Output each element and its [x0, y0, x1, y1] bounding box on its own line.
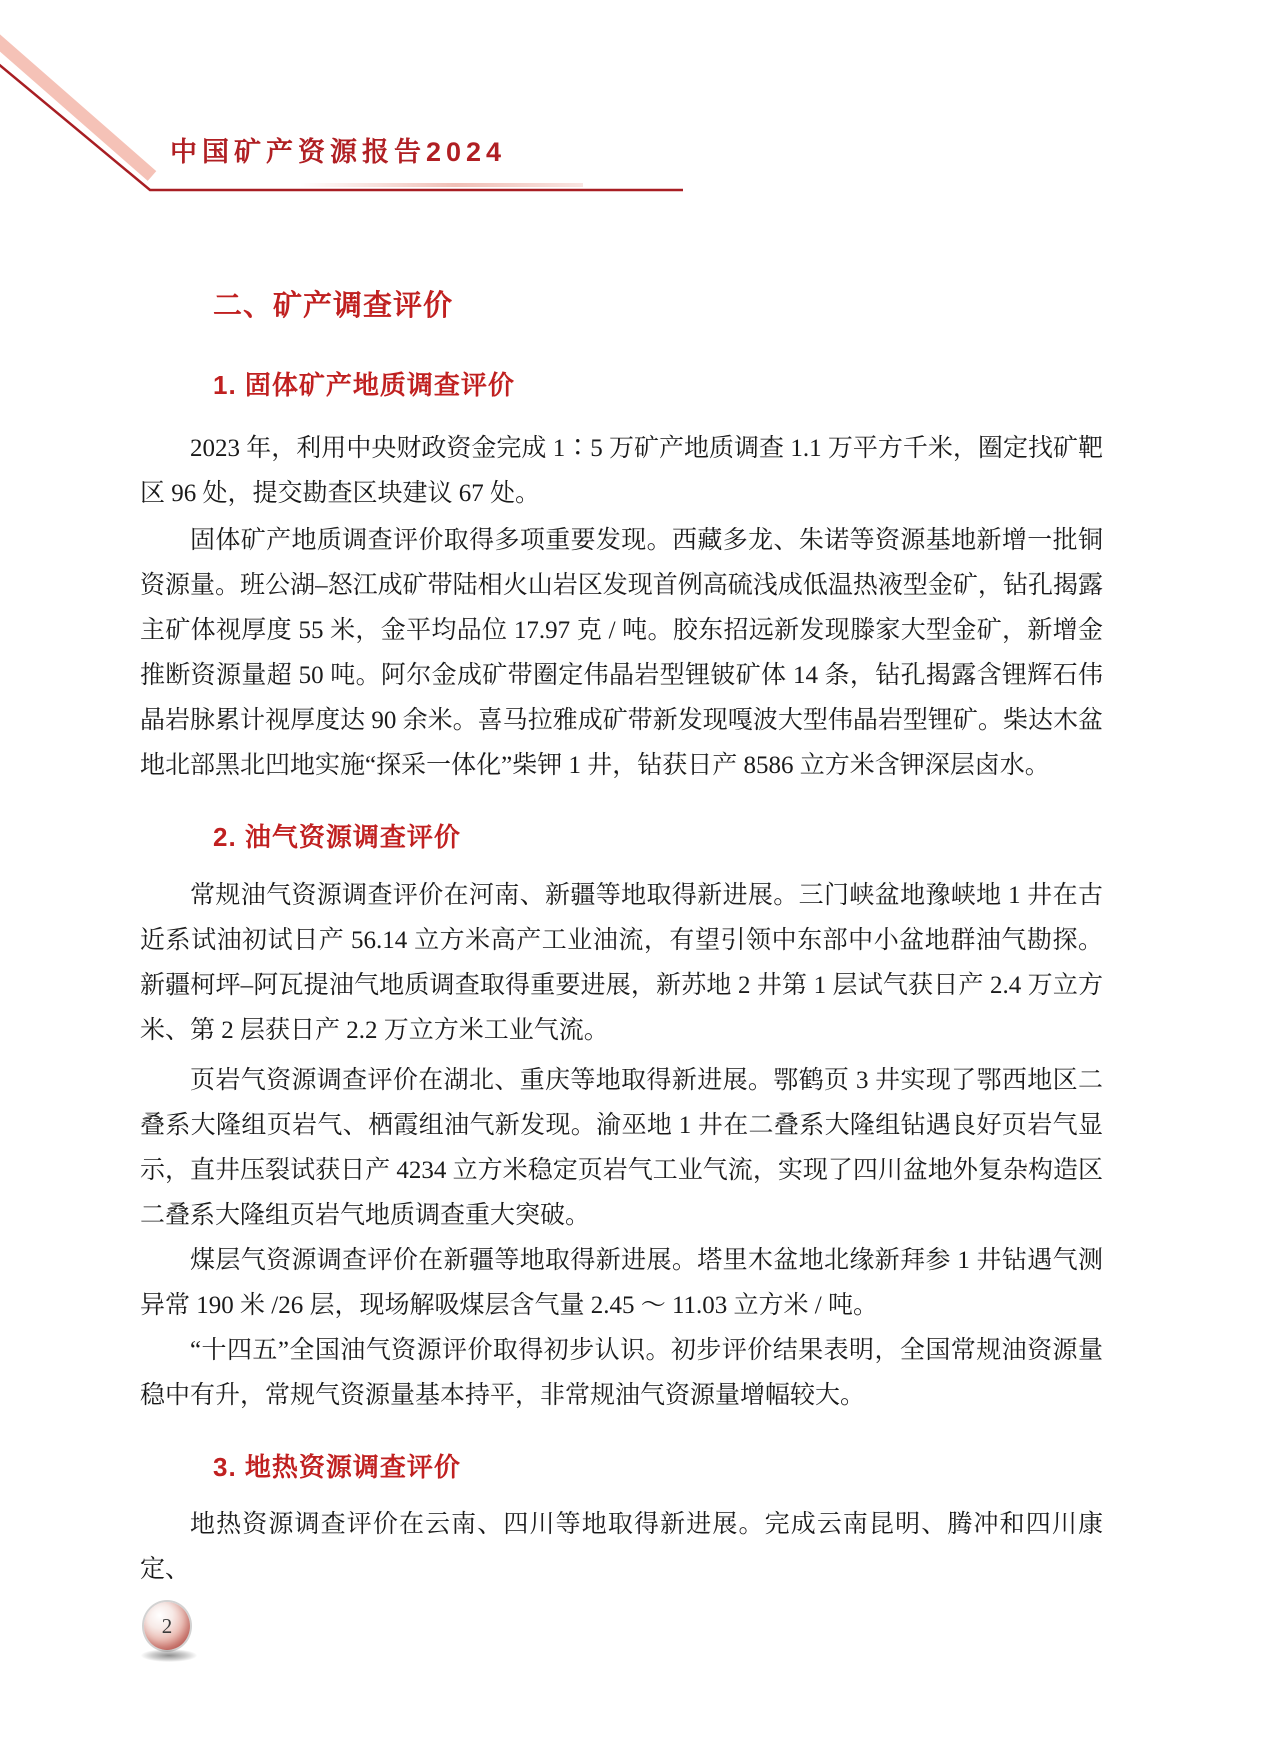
diagonal-pink-ribbon — [0, 36, 152, 176]
paragraph: “十四五”全国油气资源评价取得初步认识。初步评价结果表明，全国常规油资源量稳中有升，常规气资源量基本持平，非常规油气资源量增幅较大。 — [140, 1337, 1103, 1409]
section-heading-1: 1. 固体矿产地质调查评价 — [213, 370, 515, 400]
sphere-shadow — [141, 1649, 197, 1662]
paragraph: 页岩气资源调查评价在湖北、重庆等地取得新进展。鄂鹤页 3 井实现了鄂西地区二叠系大隆组页岩气、栖霞组油气新发现。渝巫地 1 井在二叠系大隆组钻遇良好页岩气显示，直井压裂试获日产 4234 立方米稳定页岩气工业气流，实现了四川盆地外复杂构造区二叠系大隆组页岩气地质调查重大突破。 — [140, 1067, 1103, 1229]
page-number: 2 — [161, 1613, 173, 1638]
report-title: 中国矿产资源报告2024 — [170, 137, 507, 167]
paragraph: 地热资源调查评价在云南、四川等地取得新进展。完成云南昆明、腾冲和四川康定、 — [140, 1511, 1103, 1583]
page-number-badge — [144, 1602, 194, 1672]
paragraph: 煤层气资源调查评价在新疆等地取得新进展。塔里木盆地北缘新拜参 1 井钻遇气测异常 190 米 /26 层，现场解吸煤层含气量 2.45 ～ 11.03 立方米 / 吨。 — [140, 1247, 1103, 1319]
section-heading-2: 2. 油气资源调查评价 — [213, 822, 461, 852]
section-heading-3: 3. 地热资源调查评价 — [213, 1452, 461, 1482]
paragraph: 固体矿产地质调查评价取得多项重要发现。西藏多龙、朱诺等资源基地新增一批铜资源量。班公湖–怒江成矿带陆相火山岩区发现首例高硫浅成低温热液型金矿，钻孔揭露主矿体视厚度 55 米，金平均品位 17.97 克 / 吨。胶东招远新发现滕家大型金矿，新增金推断资源量超 50 吨。阿尔金成矿带圈定伟晶岩型锂铍矿体 14 条，钻孔揭露含锂辉石伟晶岩脉累计视厚度达 90 余米。喜马拉雅成矿带新发现嘎波大型伟晶岩型锂矿。柴达木盆地北部黑北凹地实施“探采一体化”柴钾 1 井，钻获日产 8586 立方米含钾深层卤水。 — [140, 527, 1103, 779]
page-content — [140, 0, 1103, 1592]
paragraph: 2023 年，利用中央财政资金完成 1∶5 万矿产地质调查 1.1 万平方千米，圈定找矿靶区 96 处，提交勘查区块建议 67 处。 — [140, 435, 1103, 507]
chapter-heading: 二、矿产调查评价 — [213, 290, 454, 322]
paragraph: 常规油气资源调查评价在河南、新疆等地取得新进展。三门峡盆地豫峡地 1 井在古近系试油初试日产 56.14 立方米高产工业油流，有望引领中东部中小盆地群油气勘探。新疆柯坪–阿瓦提油气地质调查取得重要进展，新苏地 2 井第 1 层试气获日产 2.4 万立方米、第 2 层获日产 2.2 万立方米工业气流。 — [140, 882, 1103, 1044]
